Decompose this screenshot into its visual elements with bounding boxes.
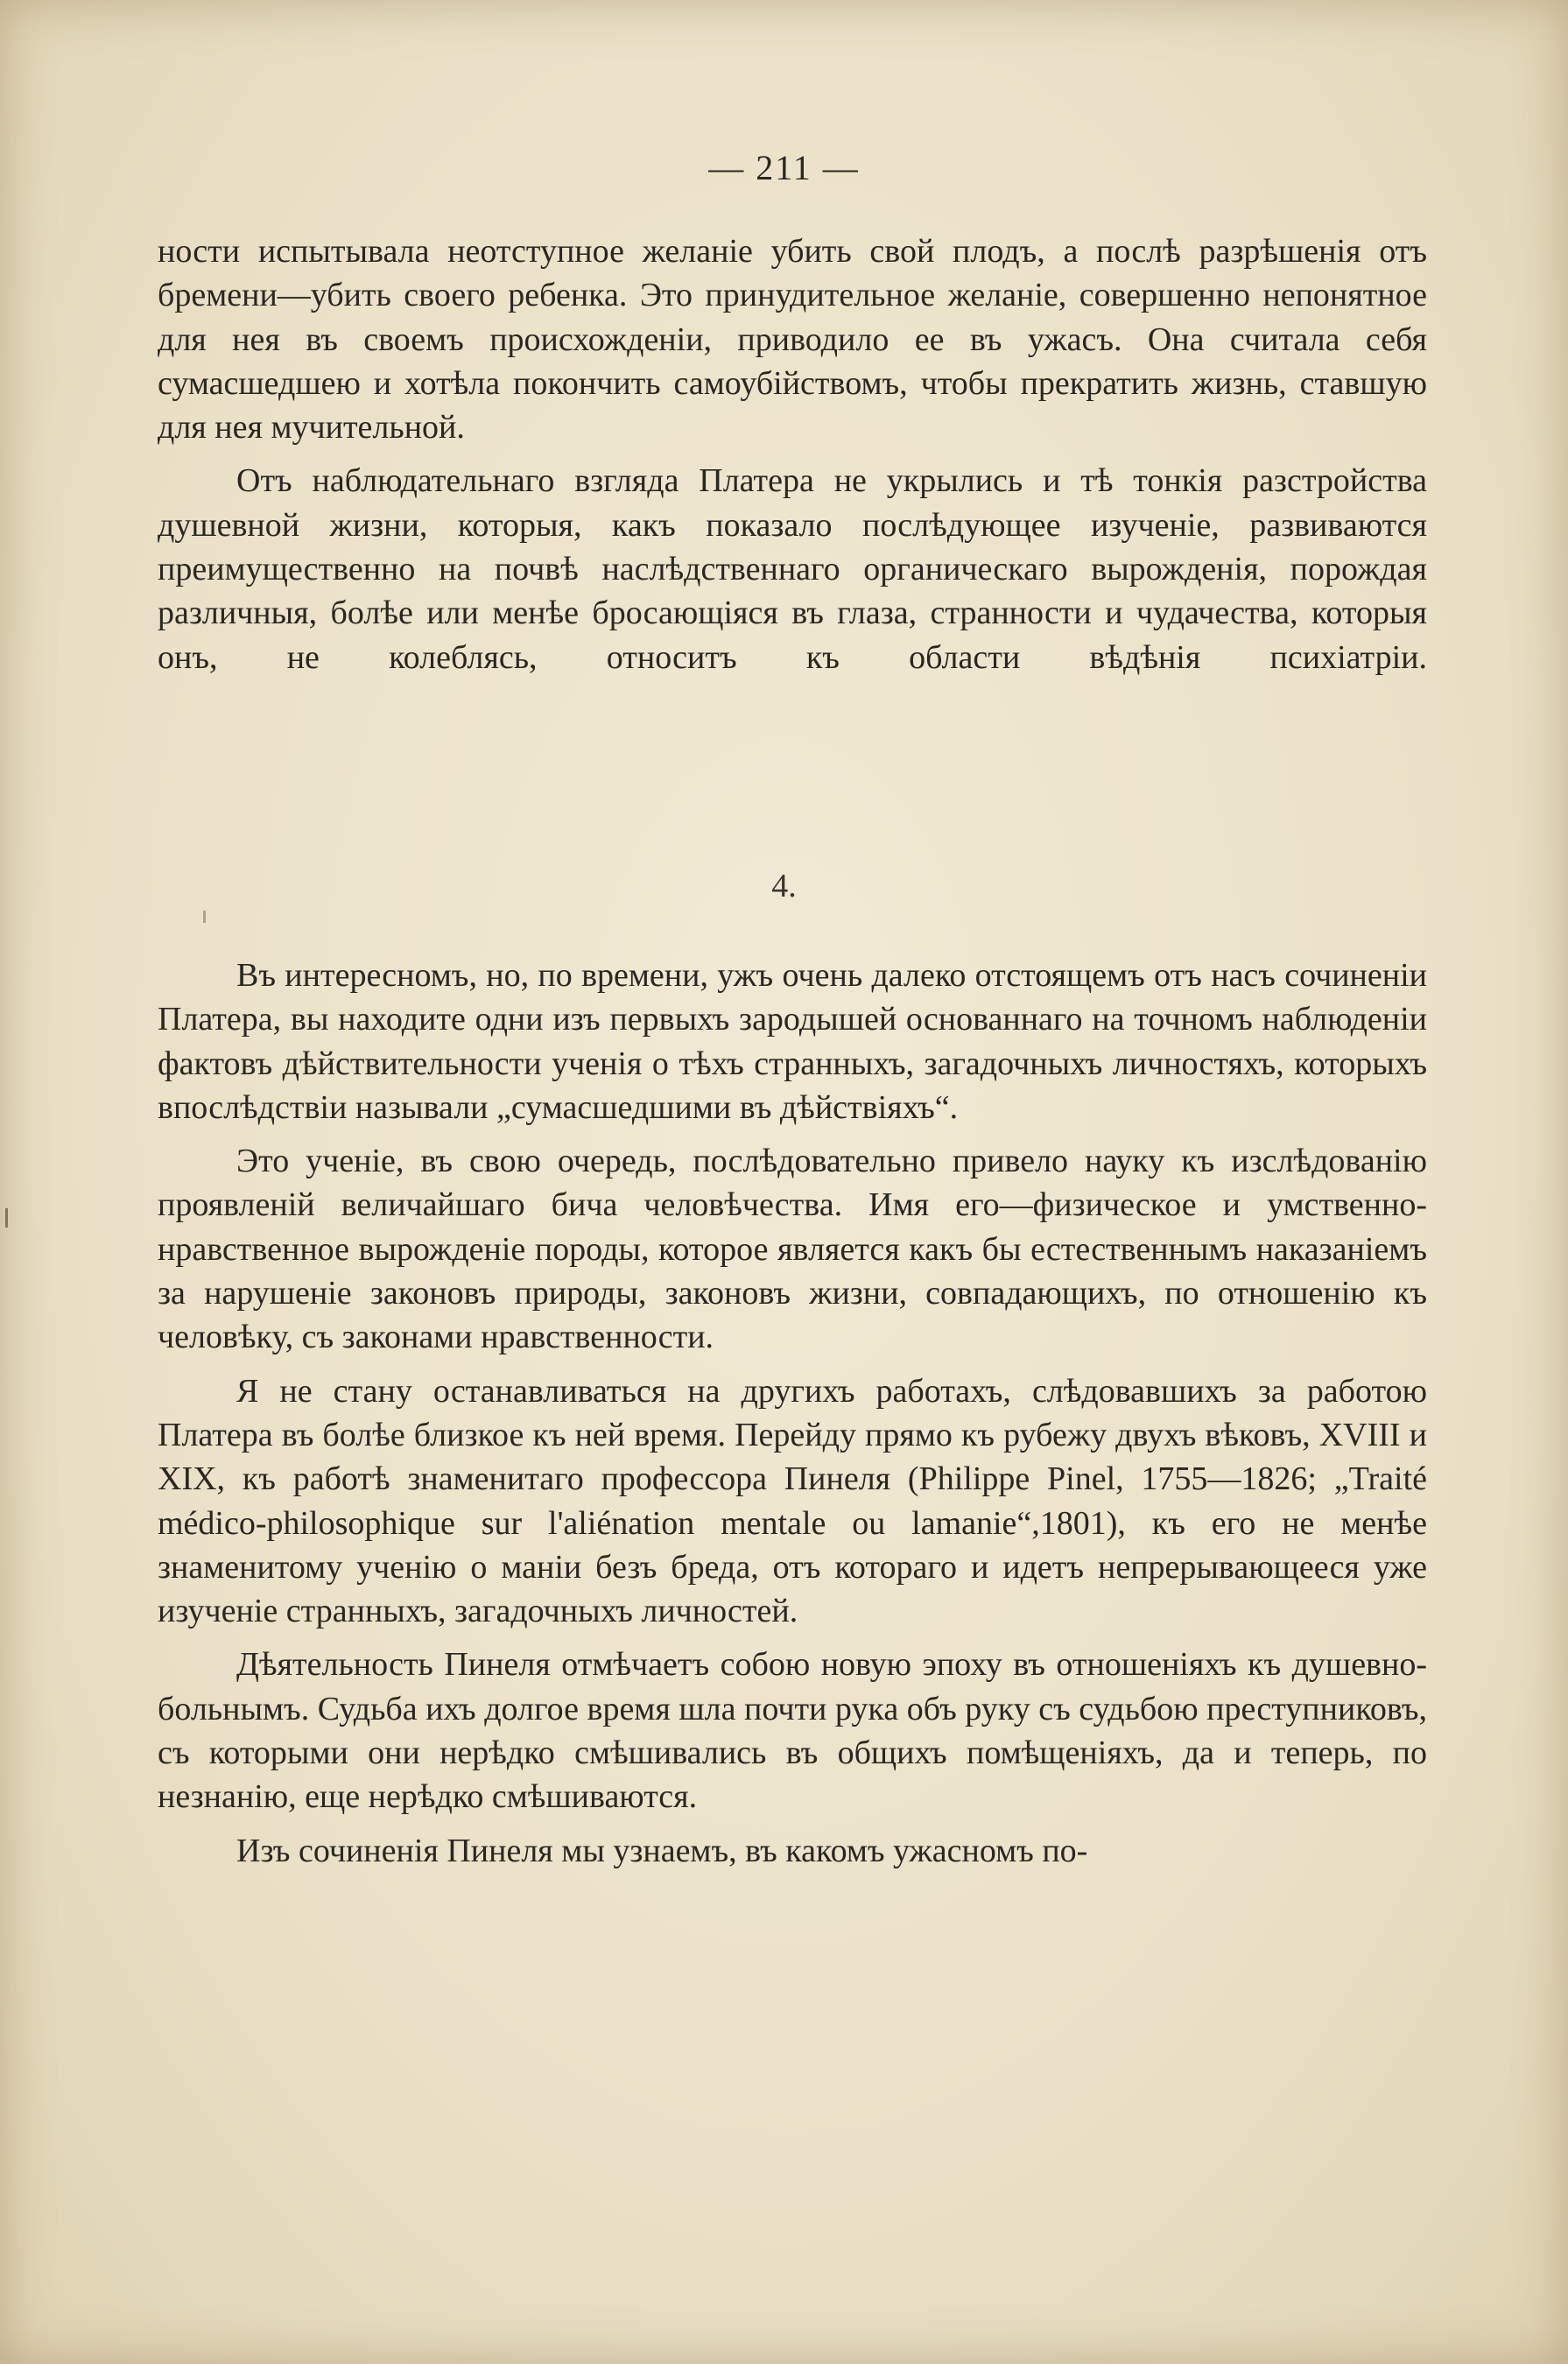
page-number: — 211 — bbox=[708, 148, 860, 187]
margin-mark bbox=[203, 911, 206, 923]
paragraph: Я не стану останавливаться на другихъ работахъ, слѣдовавшихъ за работою Платера въ болѣе близкое къ ней время. Перейду прямо къ рубежу двухъ вѣковъ, XVIII и XIX, къ работѣ знаменитаго профессора Пинеля (Philippe Pinel, 1755—1826; „Traité médico-philosophique sur l'aliénation mentale ou lamanie“,1801), къ его не менѣе знаменитому ученію о маніи безъ бреда, отъ котораго и идетъ непрерывающееся уже изученіе странныхъ, загадочныхъ личностей. bbox=[158, 1372, 1427, 1630]
paragraph: Дѣятельность Пинеля отмѣчаетъ собою новую эпоху въ отношеніяхъ къ душевно-больнымъ. Судьба ихъ долгое время шла почти рука объ руку съ судьбою преступниковъ, съ которыми они нерѣдко смѣшивались въ общихъ помѣщеніяхъ, да и теперь, по незнанію, еще нерѣдко смѣшиваются. bbox=[158, 1646, 1427, 1816]
text-block-top bbox=[158, 229, 1427, 689]
paragraph: Изъ сочиненія Пинеля мы узнаемъ, въ какомъ ужасномъ по- bbox=[236, 1832, 1088, 1869]
paragraph: Въ интересномъ, но, по времени, ужъ очень далеко отстоящемъ отъ насъ сочиненіи Платера, вы находите одни изъ первыхъ зародышей основаннаго на точномъ наблюденіи фактовъ дѣйствительности ученія о тѣхъ странныхъ, загадочныхъ личностяхъ, которыхъ впослѣдствіи называли „сумасшедшими въ дѣйствіяхъ“. bbox=[158, 957, 1427, 1126]
margin-mark bbox=[5, 1208, 8, 1228]
text-block-bottom bbox=[158, 953, 1427, 1882]
paragraph: Отъ наблюдательнаго взгляда Платера не укрылись и тѣ тонкія разстройства душевной жизни, которыя, какъ показало послѣдующее изученіе, развиваются преимущественно на почвѣ наслѣдственнаго органическаго вырожденія, порождая различныя, болѣе или менѣе бросающіяся въ глаза, странности и чудачества, которыя онъ, не колеблясь, относитъ къ области вѣдѣнія психіатріи. bbox=[158, 462, 1427, 676]
paragraph: Это ученіе, въ свою очередь, послѣдовательно привело науку къ изслѣдованію проявленій величайшаго бича человѣчества. Имя его—физическое и умственно-нравственное вырожденіе породы, которое является какъ бы естественнымъ наказаніемъ за нарушеніе законовъ природы, законовъ жизни, совпадающихъ, по отношенію къ человѣку, съ законами нравственности. bbox=[158, 1143, 1427, 1356]
paragraph: ности испытывала неотступное желаніе убить свой плодъ, а послѣ разрѣшенія отъ бремени—убить своего ребенка. Это принудительное желаніе, совершенно непонятное для нея въ своемъ происхожденіи, приводило ее въ ужасъ. Она считала себя сумасшедшею и хотѣла покончить самоубійствомъ, чтобы прекратить жизнь, ставшую для нея мучительной. bbox=[158, 233, 1427, 447]
section-number: 4. bbox=[771, 868, 797, 904]
